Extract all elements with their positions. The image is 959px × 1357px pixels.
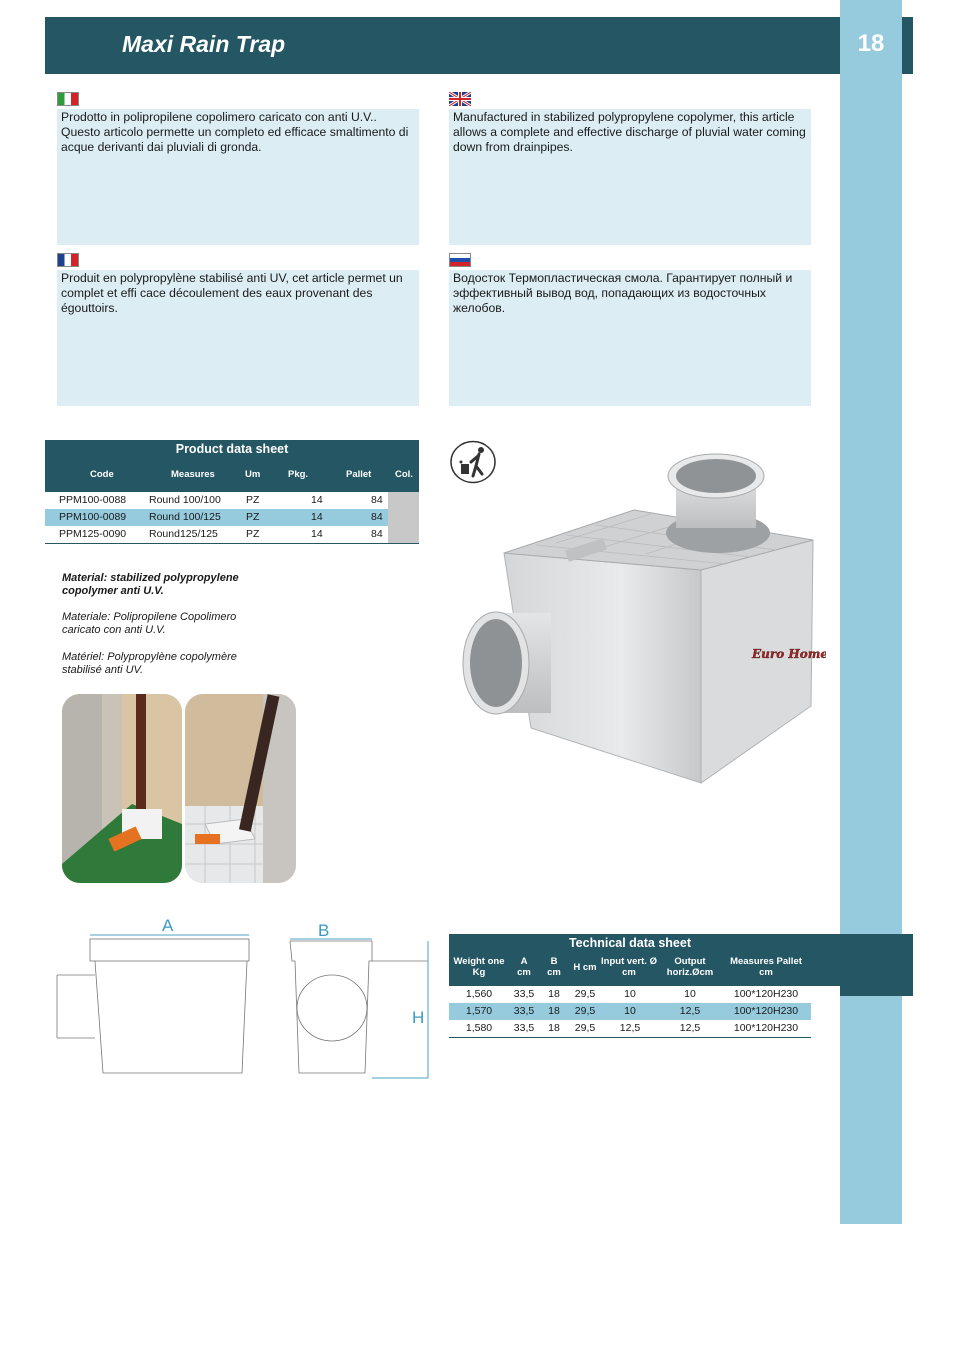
material-it-line2: caricato con anti U.V.	[62, 624, 166, 636]
col-h-l1: H cm	[573, 962, 597, 973]
cell-b: 18	[548, 1022, 560, 1034]
installation-photo-2	[185, 694, 296, 883]
cell-measures: Round125/125	[149, 528, 218, 540]
col-weight-l2: Kg	[472, 967, 486, 978]
description-russian: Водосток Термопластическая смола. Гарантирует полный и эффективный вывод вод, попадающих из водосточных желобов.	[449, 270, 811, 406]
technical-drawing	[55, 913, 435, 1083]
cell-pkg: 14	[311, 511, 323, 523]
cell-pallet: 84	[371, 494, 383, 506]
cell-h: 29,5	[574, 1022, 596, 1034]
col-b-l2: cm	[547, 967, 561, 978]
cell-weight: 1,570	[465, 1005, 493, 1017]
col-a	[511, 956, 537, 978]
cell-measures: Round 100/100	[149, 494, 221, 506]
cell-output: 12,5	[679, 1022, 701, 1034]
col-output	[661, 956, 719, 978]
table-row	[449, 1020, 811, 1037]
technical-sheet-side-band	[840, 934, 913, 996]
cell-b: 18	[548, 1005, 560, 1017]
page-title: Maxi Rain Trap	[122, 31, 286, 57]
description-french: Produit en polypropylène stabilisé anti UV, cet article permet un complet et effi cace découlement des eaux provenant des égouttoirs.	[57, 270, 419, 406]
table-row	[45, 526, 388, 543]
product-table-body	[45, 492, 419, 544]
cell-b: 18	[548, 988, 560, 1000]
material-fr-line2: stabilisé anti UV.	[62, 664, 144, 676]
cell-a: 33,5	[513, 1022, 535, 1034]
table-row	[45, 509, 388, 526]
col-code: Code	[90, 469, 114, 480]
table-row	[45, 492, 388, 509]
russia-flag-icon	[449, 253, 471, 267]
material-french	[62, 651, 237, 677]
col-a-l2: cm	[517, 967, 531, 978]
cell-pallet: 100*120H230	[733, 988, 799, 1000]
col-pallet: Pallet	[346, 469, 372, 480]
page-number: 18	[857, 30, 885, 57]
color-swatch	[388, 492, 419, 543]
col-output-l1: Output	[674, 956, 706, 967]
col-pallet-l2: cm	[759, 967, 773, 978]
technical-sheet-header	[449, 934, 840, 986]
cell-weight: 1,580	[465, 1022, 493, 1034]
col-input-l2: cm	[622, 967, 636, 978]
cell-pallet: 100*120H230	[733, 1005, 799, 1017]
cell-h: 29,5	[574, 988, 596, 1000]
cell-a: 33,5	[513, 1005, 535, 1017]
product-sheet-title: Product data sheet	[175, 442, 289, 456]
material-en-line2: copolymer anti U.V.	[62, 585, 164, 597]
italy-flag-icon	[57, 92, 79, 106]
col-um: Um	[245, 469, 261, 480]
cell-measures: Round 100/125	[149, 511, 221, 523]
cell-code: PPM100-0089	[59, 511, 127, 523]
col-pallet-l1: Measures Pallet	[730, 956, 802, 967]
material-italian	[62, 611, 236, 637]
side-stripe	[840, 0, 902, 1224]
col-input	[597, 956, 661, 978]
cell-um: PZ	[246, 528, 260, 540]
col-col: Col.	[395, 469, 413, 480]
cell-weight: 1,560	[465, 988, 493, 1000]
dimension-label-b: B	[318, 921, 330, 940]
cell-input: 12,5	[619, 1022, 641, 1034]
col-a-l1: A	[520, 956, 528, 967]
cell-pallet: 100*120H230	[733, 1022, 799, 1034]
cell-output: 10	[684, 988, 696, 1000]
cell-a: 33,5	[513, 988, 535, 1000]
cell-code: PPM100-0088	[59, 494, 127, 506]
cell-code: PPM125-0090	[59, 528, 127, 540]
cell-pallet: 84	[371, 528, 383, 540]
uk-flag-icon	[449, 92, 471, 106]
product-image	[456, 448, 826, 793]
col-measures-pallet	[721, 956, 811, 978]
cell-pkg: 14	[311, 494, 323, 506]
cell-output: 12,5	[679, 1005, 701, 1017]
col-pkg: Pkg.	[288, 469, 309, 480]
brand-logo-text: Euro Home	[752, 647, 826, 661]
table-row	[449, 1003, 811, 1020]
cell-input: 10	[624, 1005, 636, 1017]
technical-table-body	[449, 986, 811, 1038]
dimension-label-a: A	[162, 916, 174, 935]
col-weight-l1: Weight one	[453, 956, 505, 967]
cell-pkg: 14	[311, 528, 323, 540]
col-weight	[449, 956, 509, 978]
material-it-line1: Materiale: Polipropilene Copolimero	[62, 611, 237, 623]
technical-sheet-title: Technical data sheet	[568, 936, 692, 950]
description-english: Manufactured in stabilized polypropylene copolymer, this article allows a complete and effective discharge of pluvial water coming down from drainpipes.	[449, 109, 811, 245]
installation-photo-1	[62, 694, 182, 883]
cell-pallet: 84	[371, 511, 383, 523]
col-b-l1: B	[550, 956, 558, 967]
product-sheet-header	[45, 440, 419, 492]
material-fr-line1: Matériel: Polypropylène copolymère	[62, 651, 237, 663]
table-row	[449, 986, 811, 1003]
col-input-l1: Input vert. Ø	[601, 956, 657, 967]
material-en-line1: Material: stabilized polypropylene	[62, 572, 239, 584]
col-measures: Measures	[171, 469, 215, 480]
france-flag-icon	[57, 253, 79, 267]
col-b	[541, 956, 567, 978]
cell-um: PZ	[246, 511, 260, 523]
cell-input: 10	[624, 988, 636, 1000]
col-output-l2: horiz.Øcm	[666, 967, 714, 978]
cell-um: PZ	[246, 494, 260, 506]
material-english	[62, 572, 239, 598]
dimension-label-h: H	[412, 1008, 425, 1027]
cell-h: 29,5	[574, 1005, 596, 1017]
description-italian: Prodotto in polipropilene copolimero caricato con anti U.V.. Questo articolo permette un completo ed efficace smaltimento di acque derivanti dai pluviali di gronda.	[57, 109, 419, 245]
